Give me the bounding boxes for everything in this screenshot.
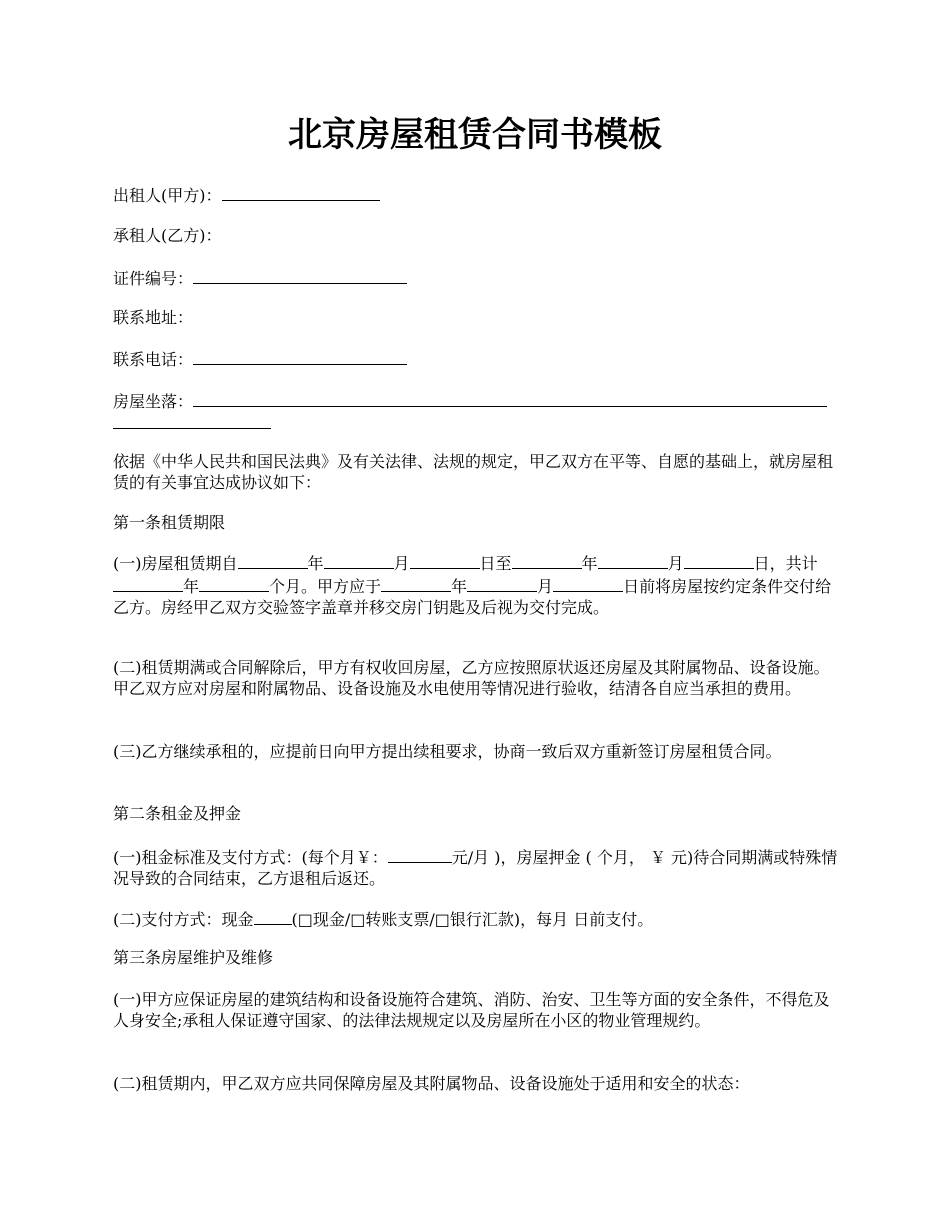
phone-label: 联系电话： <box>113 350 194 369</box>
lessee-label: 承租人(乙方)： <box>113 226 222 245</box>
clause-text: 日至 <box>479 554 512 573</box>
article-1-clause-1 <box>113 551 839 618</box>
lessor-label: 出租人(甲方)： <box>113 186 222 205</box>
clause-text: 日，共计 <box>753 554 818 573</box>
article-2-clause-2 <box>113 907 839 930</box>
clause-text: 元/月 )，房屋押金 ( 个月， ￥ 元)待合同期满或特殊情况导致的合同结束，乙方退租后返还。 <box>113 848 838 888</box>
id-number-field <box>113 266 839 289</box>
clause-text: 月 <box>393 554 410 573</box>
total-months-blank[interactable] <box>199 574 269 592</box>
clause-text: 年 <box>307 554 324 573</box>
phone-field <box>113 347 839 370</box>
clause-text: (一)租金标准及支付方式：(每个月￥： <box>113 848 388 867</box>
clause-text: 年 <box>183 577 200 596</box>
total-years-blank[interactable] <box>113 574 183 592</box>
location-blank[interactable] <box>193 389 827 407</box>
delivery-day-blank[interactable] <box>553 574 623 592</box>
id-number-label: 证件编号： <box>113 269 194 288</box>
lessor-field <box>113 183 839 206</box>
clause-text: 月 <box>537 577 554 596</box>
phone-blank[interactable] <box>193 347 407 365</box>
clause-text: 月 <box>667 554 684 573</box>
location-blank-continued[interactable] <box>113 428 271 429</box>
document-title: 北京房屋租赁合同书模板 <box>288 115 662 155</box>
delivery-month-blank[interactable] <box>467 574 537 592</box>
article-2-heading: 第二条租金及押金 <box>113 804 242 823</box>
location-field <box>113 389 839 412</box>
location-label: 房屋坐落： <box>113 392 194 411</box>
article-2-clause-1 <box>113 845 839 889</box>
clause-text: 个月。甲方应于 <box>269 577 382 596</box>
end-month-blank[interactable] <box>598 551 668 569</box>
start-month-blank[interactable] <box>324 551 394 569</box>
clause-text: 年 <box>451 577 468 596</box>
clause-text: (二)支付方式：现金 <box>113 910 254 929</box>
start-day-blank[interactable] <box>410 551 480 569</box>
article-1-clause-3: (三)乙方继续承租的，应提前日向甲方提出续租要求，协商一致后双方重新签订房屋租赁合同。 <box>113 742 782 761</box>
intro-paragraph: 依据《中华人民共和国民法典》及有关法律、法规的规定，甲乙双方在平等、自愿的基础上，就房屋租赁的有关事宜达成协议如下： <box>113 452 834 492</box>
end-day-blank[interactable] <box>684 551 754 569</box>
article-3-clause-2: (二)租赁期内，甲乙双方应共同保障房屋及其附属物品、设备设施处于适用和安全的状态： <box>113 1074 750 1093</box>
lessee-field <box>113 225 839 246</box>
end-year-blank[interactable] <box>512 551 582 569</box>
address-label: 联系地址： <box>113 308 194 327</box>
clause-text: 日前将房屋按约定条件交付给乙方。房经甲乙双方交验签字盖章并移交房门钥匙及后视为交付完成。 <box>113 577 832 617</box>
start-year-blank[interactable] <box>238 551 308 569</box>
clause-text: (一)房屋租赁期自 <box>113 554 238 573</box>
payment-method-blank[interactable] <box>254 907 292 925</box>
monthly-rent-blank[interactable] <box>388 845 452 863</box>
clause-text: (□现金/□转账支票/□银行汇款)，每月 日前支付。 <box>291 910 654 929</box>
lessor-blank[interactable] <box>222 183 380 201</box>
id-number-blank[interactable] <box>193 266 407 284</box>
article-1-heading: 第一条租赁期限 <box>113 513 226 532</box>
article-3-clause-1: (一)甲方应保证房屋的建筑结构和设备设施符合建筑、消防、治安、卫生等方面的安全条件，不得危及人身安全;承租人保证遵守国家、的法律法规规定以及房屋所在小区的物业管理规约。 <box>113 990 830 1030</box>
delivery-year-blank[interactable] <box>381 574 451 592</box>
article-3-heading: 第三条房屋维护及维修 <box>113 948 274 967</box>
address-field <box>113 307 839 328</box>
clause-text: 年 <box>581 554 598 573</box>
article-1-clause-2: (二)租赁期满或合同解除后，甲方有权收回房屋，乙方应按照原状返还房屋及其附属物品、设备设施。甲乙双方应对房屋和附属物品、设备设施及水电使用等情况进行验收，结清各自应当承担的费用。 <box>113 658 830 698</box>
